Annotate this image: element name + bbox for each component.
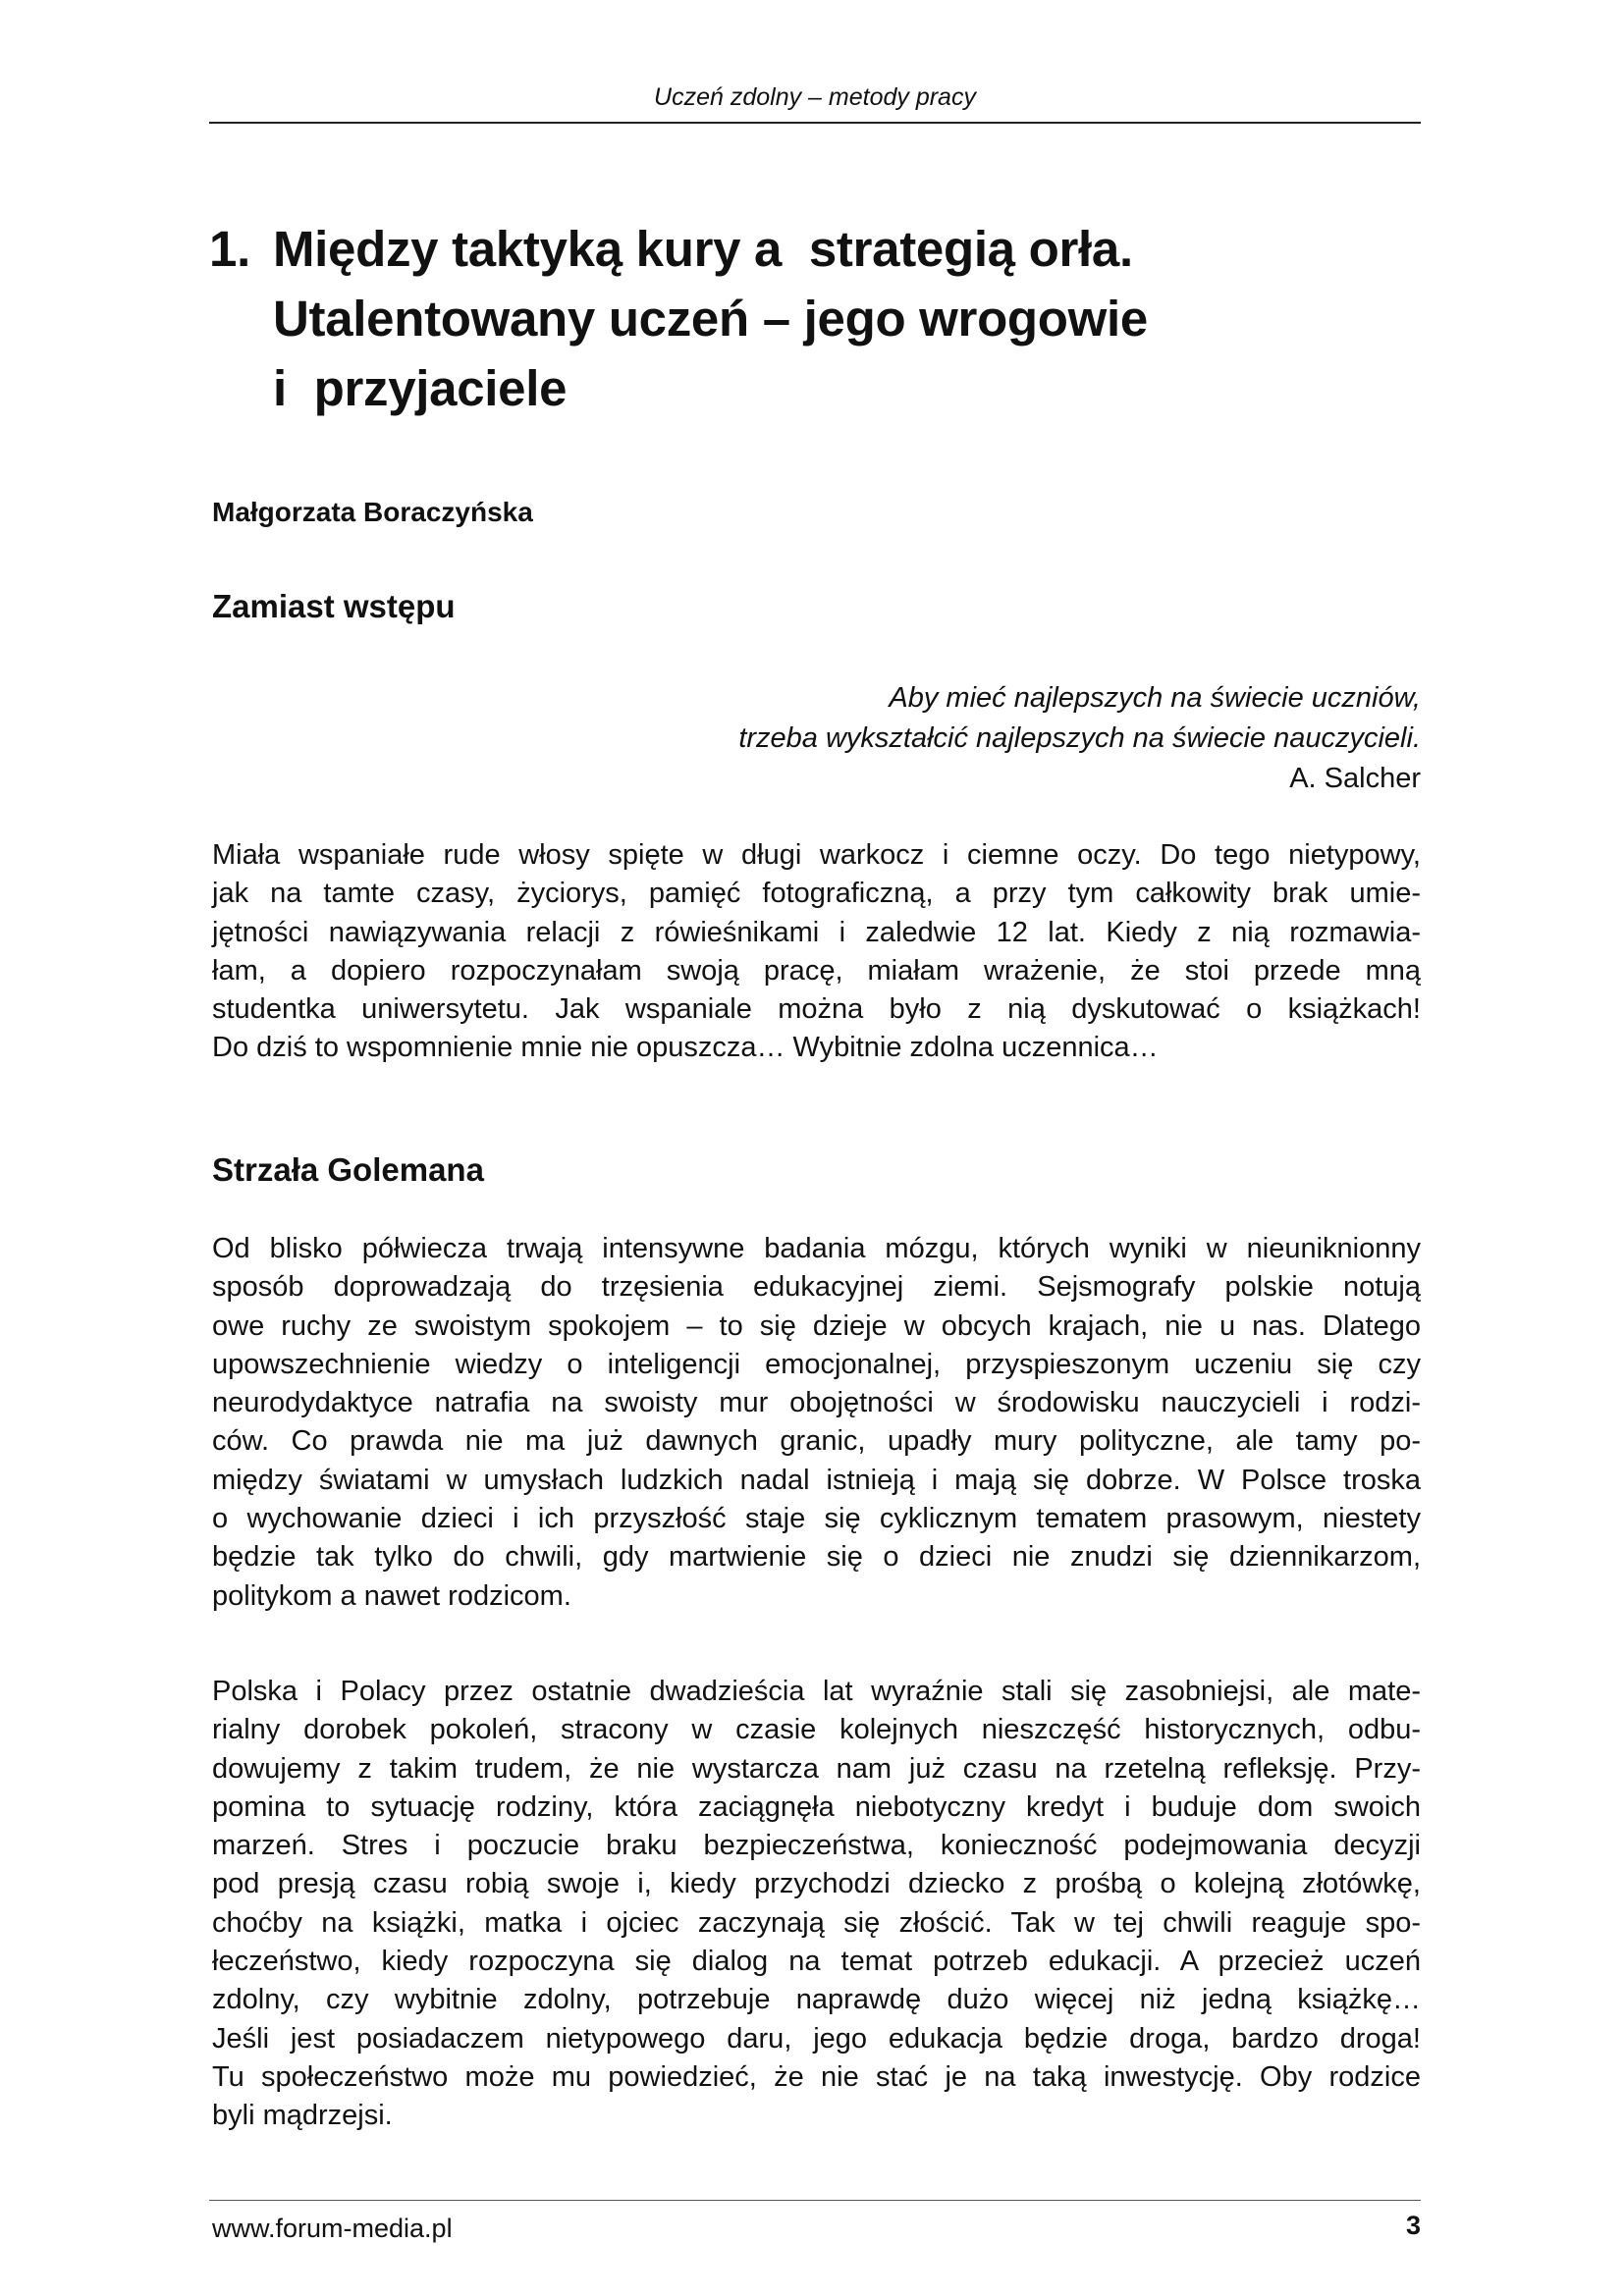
paragraph-line: rialny dorobek pokoleń, stracony w czasie kolejnych nieszczęść historycznych, odbu- (212, 1714, 1421, 1746)
paragraph-line: sposób doprowadzają do trzęsienia edukacyjnej ziemi. Sejsmografy polskie notują (212, 1271, 1421, 1304)
paragraph-line: jak na tamte czasy, życiorys, pamięć fotograficzną, a przy tym całkowity brak umie- (212, 878, 1421, 910)
epigraph-line: trzeba wykształcić najlepszych na świecie nauczycieli. (738, 722, 1421, 754)
paragraph-line: jętności nawiązywania relacji z rówieśnikami i zaledwie 12 lat. Kiedy z nią rozmawia- (212, 916, 1421, 948)
epigraph-line: Aby mieć najlepszych na świecie uczniów, (889, 682, 1421, 714)
chapter-title-line: i przyjaciele (273, 360, 568, 416)
chapter-title-line: Utalentowany uczeń – jego wrogowie (273, 291, 1148, 347)
paragraph-line: między światami w umysłach ludzkich nadal istnieją i mają się dobrze. W Polsce troska (212, 1464, 1421, 1496)
paragraph-line: upowszechnienie wiedzy o inteligencji emocjonalnej, przyspieszonym uczeniu się czy (212, 1348, 1421, 1380)
paragraph-line: łeczeństwo, kiedy rozpoczyna się dialog na temat potrzeb edukacji. A przecież uczeń (212, 1946, 1421, 1978)
paragraph (212, 1673, 1421, 2136)
header-divider (209, 122, 1421, 124)
paragraph-line: byli mądrzejsi. (212, 2100, 393, 2132)
paragraph (212, 1230, 1421, 1616)
paragraph-line: Do dziś to wspomnienie mnie nie opuszcza… Wybitnie zdolna uczennica… (212, 1032, 1159, 1064)
paragraph-line: będzie tak tylko do chwili, gdy martwienie się o dzieci nie znudzi się dziennikarzom, (212, 1541, 1421, 1574)
paragraph-line: Miała wspaniałe rude włosy spięte w długi warkocz i ciemne oczy. Do tego nietypowy, (212, 839, 1421, 871)
paragraph-line: pod presją czasu robią swoje i, kiedy przychodzi dziecko z prośbą o kolejną złotówkę, (212, 1868, 1421, 1900)
paragraph-line: ców. Co prawda nie ma już dawnych granic, upadły mury polityczne, ale tamy po- (212, 1425, 1421, 1458)
footer-divider (209, 2200, 1421, 2201)
paragraph-line: dowujemy z takim trudem, że nie wystarcza nam już czasu na rzetelną refleksję. Przy- (212, 1752, 1421, 1785)
paragraph-line: łam, a dopiero rozpoczynałam swoją pracę, miałam wrażenie, że stoi przede mną (212, 954, 1421, 987)
paragraph-line: neurodydaktyce natrafia na swoisty mur obojętności w środowisku nauczycieli i rodzi- (212, 1387, 1421, 1419)
epigraph (491, 678, 1421, 799)
page-number: 3 (1405, 2211, 1421, 2240)
paragraph-line: marzeń. Stres i poczucie braku bezpieczeństwa, konieczność podejmowania decyzji (212, 1830, 1421, 1862)
paragraph-line: Od blisko półwiecza trwają intensywne badania mózgu, których wyniki w nieuniknionny (212, 1233, 1421, 1264)
epigraph-attribution: A. Salcher (1289, 763, 1421, 794)
footer-url: www.forum-media.pl (212, 2214, 453, 2243)
paragraph-line: zdolny, czy wybitnie zdolny, potrzebuje naprawdę dużo więcej niż jedną książkę… (212, 1984, 1421, 2016)
paragraph-line: choćby na książki, matka i ojciec zaczynają się złościć. Tak w tej chwili reaguje spo- (212, 1906, 1421, 1939)
author-name: Małgorzata Boraczyńska (212, 497, 533, 527)
paragraph (212, 836, 1421, 1068)
paragraph-line: Polska i Polacy przez ostatnie dwadzieścia lat wyraźnie stali się zasobniejsi, ale mate- (212, 1676, 1421, 1707)
paragraph-line: Jeśli jest posiadaczem nietypowego daru, jego edukacja będzie droga, bardzo droga! (212, 2022, 1421, 2055)
paragraph-line: pomina to sytuację rodziny, która zaciągnęła niebotyczny kredyt i buduje dom swoich (212, 1790, 1421, 1823)
chapter-title (209, 214, 1421, 423)
paragraph-line: owe ruchy ze swoistym spokojem – to się dzieje w obcych krajach, nie u nas. Dlatego (212, 1309, 1421, 1342)
section-heading: Zamiast wstępu (212, 588, 456, 624)
chapter-title-line: Między taktyką kury a strategią orła. (273, 221, 1133, 277)
paragraph-line: Tu społeczeństwo może mu powiedzieć, że nie stać je na taką inwestycję. Oby rodzice (212, 2060, 1421, 2093)
paragraph-line: studentka uniwersytetu. Jak wspaniale można było z nią dyskutować o książkach! (212, 993, 1421, 1026)
chapter-number: 1. (209, 221, 250, 277)
running-header: Uczeń zdolny – metody pracy (654, 83, 976, 111)
paragraph-line: o wychowanie dzieci i ich przyszłość staje się cyklicznym tematem prasowym, niestety (212, 1503, 1421, 1535)
paragraph-line: politykom a nawet rodzicom. (212, 1579, 571, 1612)
section-heading: Strzała Golemana (212, 1151, 484, 1188)
